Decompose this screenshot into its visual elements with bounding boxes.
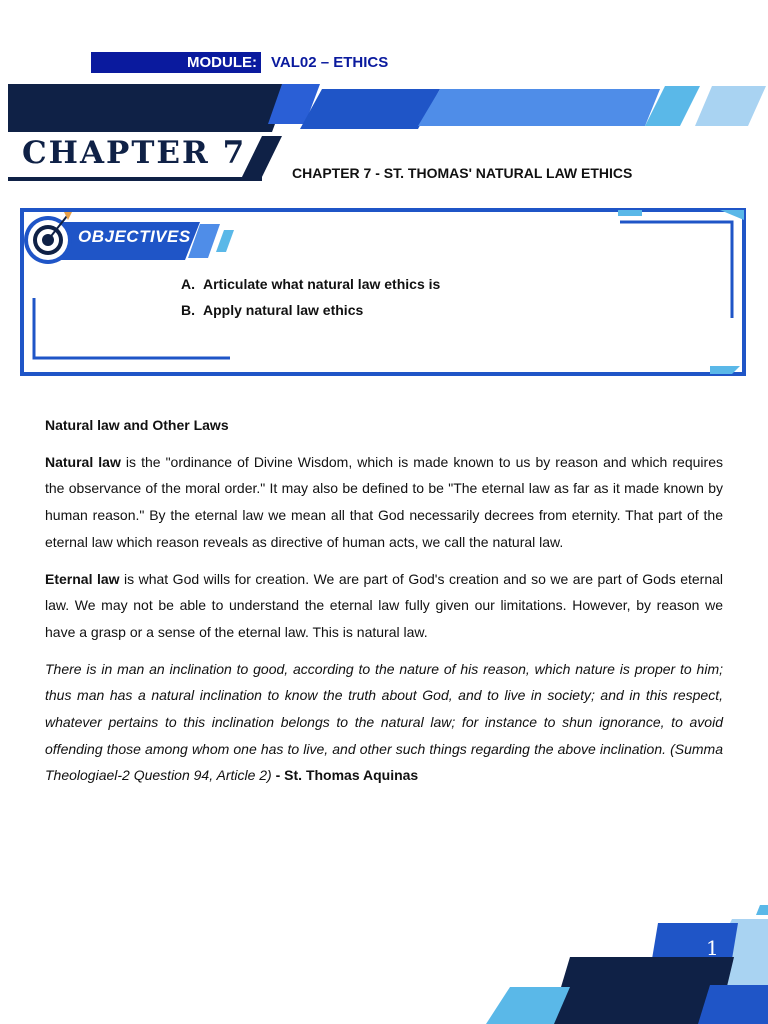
module-label: MODULE: [187, 54, 257, 71]
section-heading: Natural law and Other Laws [45, 417, 229, 433]
quote-author: - St. Thomas Aquinas [271, 767, 419, 784]
natural-law-term: Natural law [45, 453, 121, 470]
natural-law-paragraph [45, 449, 723, 556]
chapter-subtitle: CHAPTER 7 - ST. THOMAS' NATURAL LAW ETHICS [292, 165, 633, 181]
aquinas-quote [45, 656, 723, 790]
objectives-title: OBJECTIVES [78, 227, 191, 246]
objective-text: Articulate what natural law ethics is [203, 276, 441, 292]
objective-item [181, 302, 440, 318]
objective-letter: B. [181, 302, 195, 318]
quote-text: There is in man an inclination to good, according to the nature of his reason, which nature is proper to him; thus man has a natural inclination to know the truth about God, and to live in society; and in this respect, whatever pertains to this inclination belongs to the natural law; for instance to shun ignorance, to avoid offending those among whom one has to live, and other such things regarding the above inclination. (Summa Theologiael-2 Question 94, Article 2) [45, 660, 723, 784]
objectives-list [181, 276, 440, 328]
objective-letter: A. [181, 276, 195, 292]
chapter-badge: CHAPTER 7 [22, 135, 247, 171]
page-number: 1 [706, 936, 719, 960]
objective-item [181, 276, 440, 292]
objective-text: Apply natural law ethics [203, 302, 364, 318]
eternal-law-term: Eternal law [45, 570, 120, 587]
body-content [45, 412, 723, 799]
eternal-law-paragraph [45, 566, 723, 646]
footer-decoration [470, 905, 768, 1024]
module-value: VAL02 – ETHICS [271, 54, 389, 71]
natural-law-text: is the "ordinance of Divine Wisdom, which is made known to us by reason and which requires the observance of the moral order." It may also be defined to be "The eternal law as far as it made known by human reason." By the eternal law we mean all that God necessarily decrees from eternity. That part of the eternal law which reason reveals as directive of human acts, we call the natural law. [45, 453, 723, 550]
eternal-law-text: is what God wills for creation. We are part of God's creation and so we are part of Gods eternal law. We may not be able to understand the eternal law fully given our limitations. However, by reason we have a grasp or a sense of the eternal law. This is natural law. [45, 570, 724, 640]
